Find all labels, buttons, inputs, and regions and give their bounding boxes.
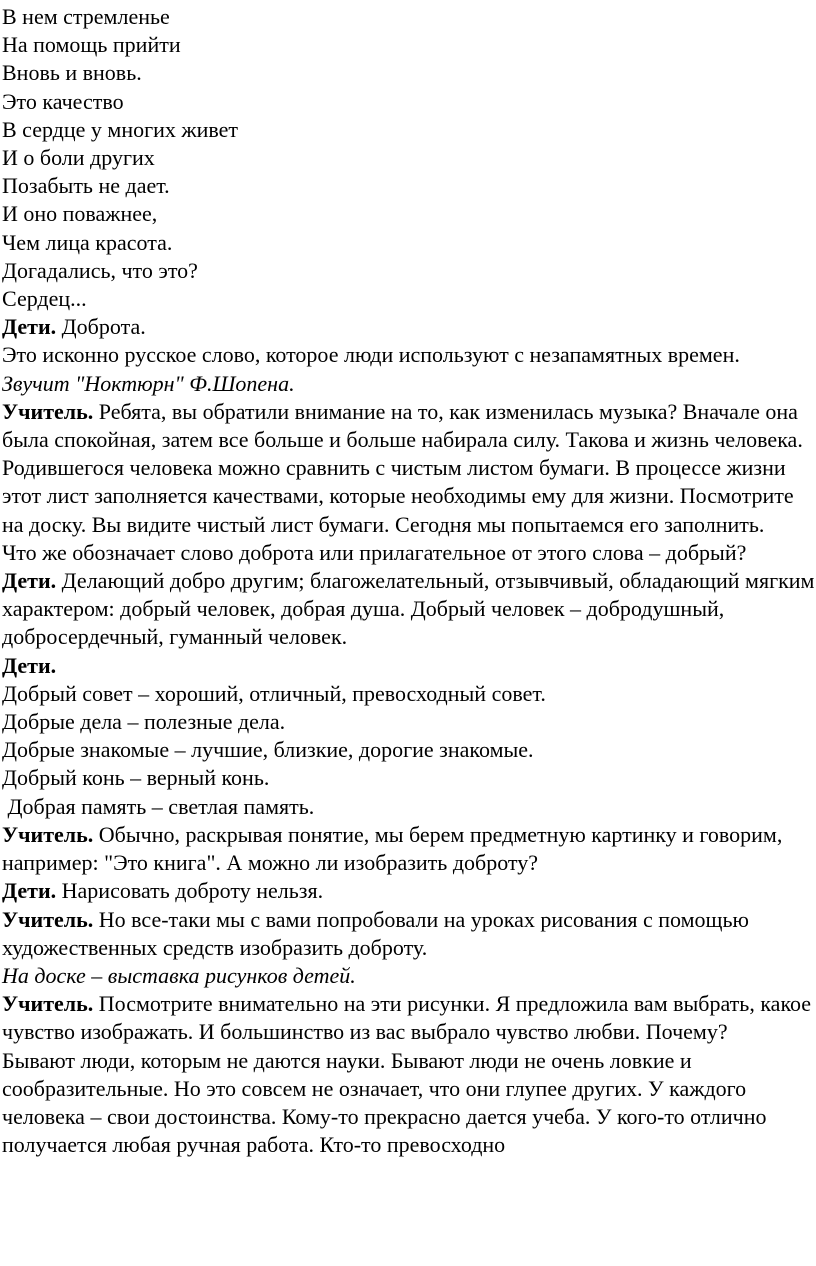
dialogue-teacher xyxy=(2,906,816,962)
speaker-label: Дети. xyxy=(2,878,57,904)
poem xyxy=(2,3,816,313)
speaker-label: Дети. xyxy=(2,568,57,594)
poem-line: На помощь прийти xyxy=(2,32,181,58)
speaker-label: Учитель. xyxy=(2,821,94,847)
dialogue-children xyxy=(2,877,816,905)
speaker-label: Учитель. xyxy=(2,991,94,1017)
dialogue-children-answer xyxy=(2,313,816,341)
poem-line: Позабыть не дает. xyxy=(2,173,170,199)
poem-line: Это качество xyxy=(2,88,124,114)
speaker-label-children xyxy=(2,652,816,680)
poem-line: И оно поважнее, xyxy=(2,201,158,227)
stage-direction-music: Звучит "Ноктюрн" Ф.Шопена. xyxy=(2,370,295,396)
dialogue-teacher xyxy=(2,990,816,1046)
speaker-label: Учитель. xyxy=(2,906,94,932)
closing-paragraph: Бывают люди, которым не даются науки. Бывают люди не очень ловкие и сообразительные. Но это совсем не означает, что они глупее других. У каждого человека – свои достоинства. Кому-то прекрасно дается учеба. У кого-то отлично получается любая ручная работа. Кто-то превосходно xyxy=(2,1047,767,1158)
phrase-list xyxy=(2,680,816,821)
speaker-label: Учитель. xyxy=(2,398,94,424)
dialogue-teacher xyxy=(2,821,816,877)
poem-line: Вновь и вновь. xyxy=(2,60,142,86)
dialogue-text: Посмотрите внимательно на эти рисунки. Я предложила вам выбрать, какое чувство изображать. И большинство из вас выбрало чувство любви. Почему? xyxy=(2,991,812,1045)
dialogue-children xyxy=(2,567,816,652)
speaker-label: Дети. xyxy=(2,652,57,678)
dialogue-text: Доброта. xyxy=(56,314,146,340)
phrase-item: Добрые дела – полезные дела. xyxy=(2,709,286,735)
phrase-item: Добрая память – светлая память. xyxy=(2,793,315,819)
poem-line: В нем стремленье xyxy=(2,4,170,29)
word-origin-paragraph: Это исконно русское слово, которое люди используют с незапамятных времен. xyxy=(2,342,740,368)
poem-line: И о боли других xyxy=(2,145,155,171)
stage-direction-board: На доске – выставка рисунков детей. xyxy=(2,962,356,988)
poem-line: Догадались, что это? xyxy=(2,257,198,283)
phrase-item: Добрый конь – верный конь. xyxy=(2,765,270,791)
phrase-item: Добрые знакомые – лучшие, близкие, дорогие знакомые. xyxy=(2,737,534,763)
poem-line: Чем лица красота. xyxy=(2,229,173,255)
question-paragraph: Что же обозначает слово доброта или прилагательное от этого слова – добрый? xyxy=(2,539,747,565)
dialogue-teacher xyxy=(2,398,816,539)
dialogue-text: Обычно, раскрывая понятие, мы берем предметную картинку и говорим, например: "Это книга". А можно ли изобразить доброту? xyxy=(2,821,783,876)
dialogue-text: Но все-таки мы с вами попробовали на уроках рисования с помощью художественных средств изобразить доброту. xyxy=(2,906,749,960)
dialogue-text: Ребята, вы обратили внимание на то, как изменилась музыка? Вначале она была спокойная, затем все больше и больше набирала силу. Такова и жизнь человека. Родившегося человека можно сравнить с чистым листом бумаги. В процессе жизни этот лист заполняется качествами, которые необходимы ему для жизни. Посмотрите на доску. Вы видите чистый лист бумаги. Сегодня мы попытаемся его заполнить. xyxy=(2,398,803,537)
speaker-label: Дети. xyxy=(2,314,57,340)
poem-line: В сердце у многих живет xyxy=(2,116,239,142)
dialogue-text: Нарисовать доброту нельзя. xyxy=(56,878,324,904)
poem-line: Сердец... xyxy=(2,286,87,312)
phrase-item: Добрый совет – хороший, отличный, превосходный совет. xyxy=(2,680,546,706)
dialogue-text: Делающий добро другим; благожелательный, отзывчивый, обладающий мягким характером: добрый человек, добрая душа. Добрый человек – добродушный, добросердечный, гуманный человек. xyxy=(2,568,815,650)
